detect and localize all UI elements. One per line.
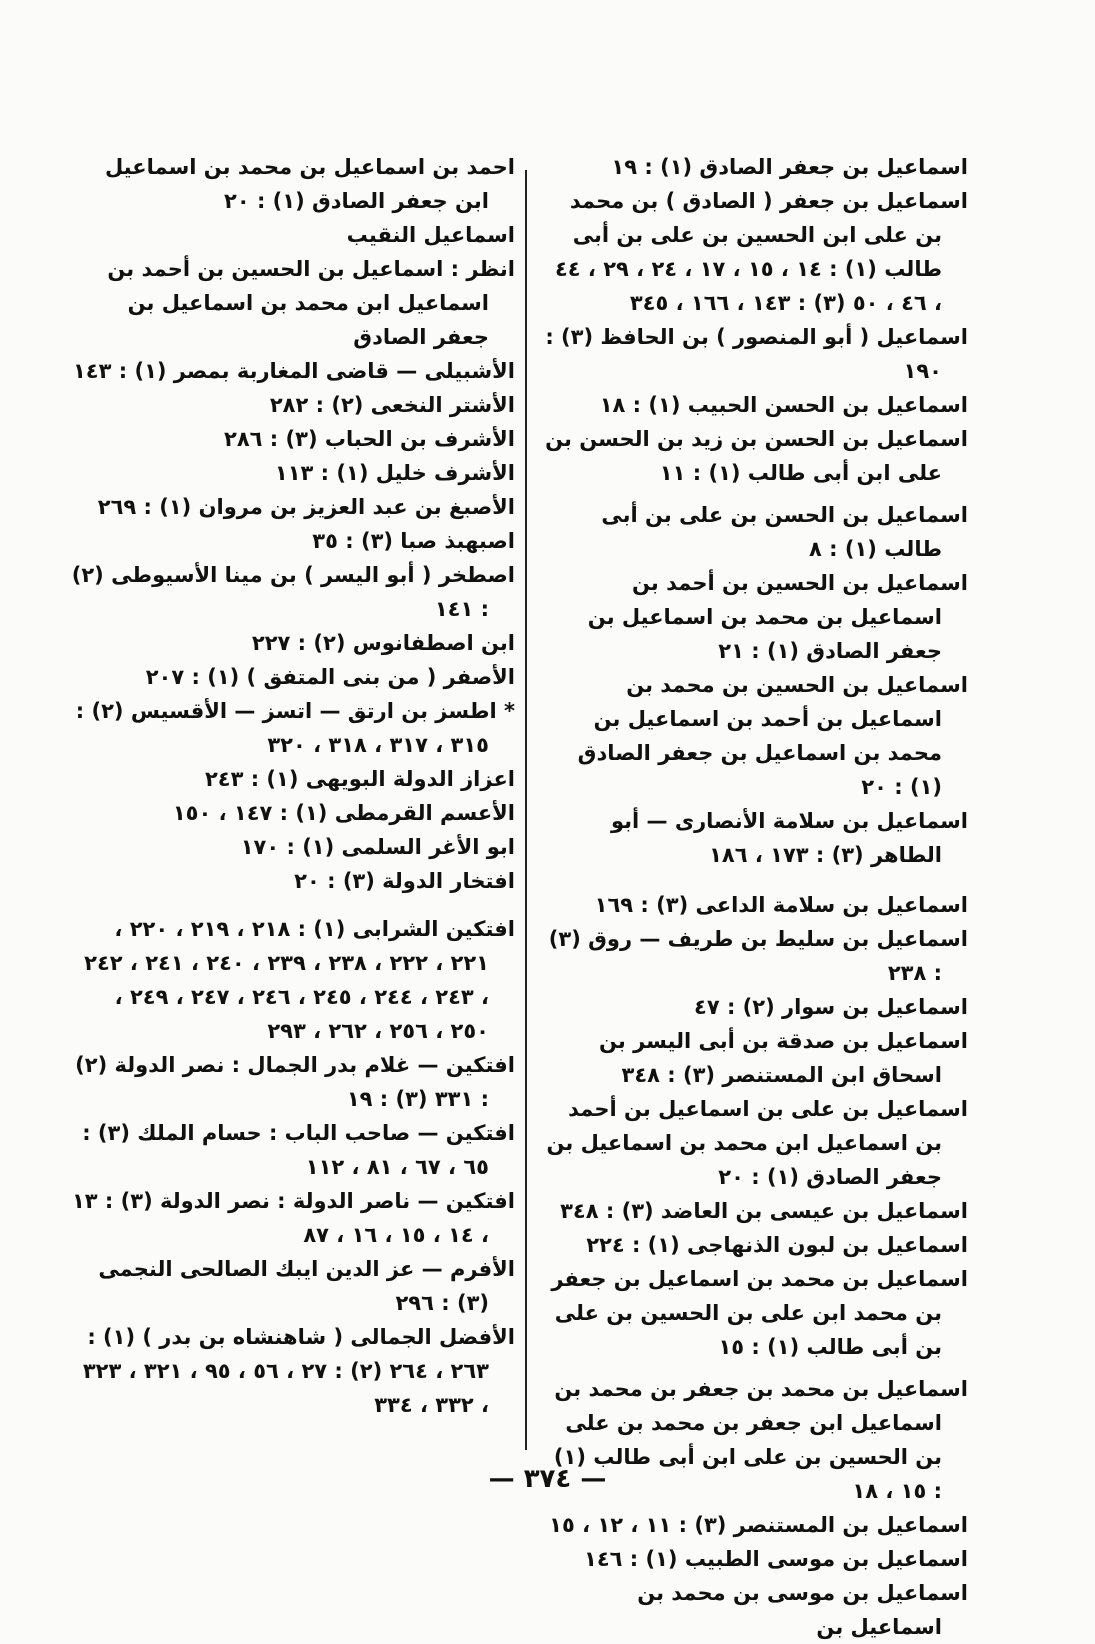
- index-entry: اسماعيل بن محمد بن جعفر بن محمد بن اسماعيل ابن جعفر بن محمد بن على بن الحسين بن على ابن أبى طالب (١) : ١٥ ، ١٨: [553, 1377, 968, 1503]
- index-entry: ابو الأغر السلمى (١) : ١٧٠: [240, 835, 515, 859]
- index-entry: انظر : اسماعيل بن الحسين بن أحمد بن اسماعيل ابن محمد بن اسماعيل بن جعفر الصادق: [107, 257, 515, 349]
- index-entry: اسماعيل بن محمد بن اسماعيل بن جعفر بن محمد ابن على بن الحسين بن على بن أبى طالب (١) : ١٥: [551, 1267, 968, 1359]
- index-entry: اسماعيل بن الحسن بن على بن أبى طالب (١) : ٨: [601, 503, 968, 561]
- index-entry: * اطسز بن ارتق — اتسز — الأقسيس (٢) : ٣١٥ ، ٣١٧ ، ٣١٨ ، ٣٢٠: [75, 699, 515, 757]
- index-entry: اسماعيل بن المستنصر (٣) : ١١ ، ١٢ ، ١٥: [549, 1513, 968, 1537]
- index-entry: اسماعيل ( أبو المنصور ) بن الحافظ (٣) : ١٩٠: [545, 325, 968, 383]
- index-entry: احمد بن اسماعيل بن محمد بن اسماعيل ابن جعفر الصادق (١) : ٢٠: [104, 155, 515, 213]
- index-entry: اسماعيل بن جعفر الصادق (١) : ١٩: [611, 155, 968, 179]
- index-entry: اسماعيل بن الحسين بن أحمد بن اسماعيل بن محمد بن اسماعيل بن جعفر الصادق (١) : ٢١: [587, 571, 968, 663]
- column-divider: [525, 170, 527, 1450]
- index-entry: اسماعيل بن موسى بن محمد بن اسماعيل بن: [637, 1581, 968, 1639]
- index-entry: الأعسم القرمطى (١) : ١٤٧ ، ١٥٠: [172, 801, 515, 825]
- index-entry: الأشتر النخعى (٢) : ٢٨٢: [269, 393, 515, 417]
- index-entry: الأصبغ بن عبد العزيز بن مروان (١) : ٢٦٩: [97, 495, 515, 519]
- index-entry: اسماعيل بن الحسين بن محمد بن اسماعيل بن أحمد بن اسماعيل بن محمد بن اسماعيل بن جعفر الصادق (١) : ٢٠: [577, 673, 968, 799]
- index-entry: افتكين — ناصر الدولة : نصر الدولة (٣) : ١٣ ، ١٤ ، ١٥ ، ١٦ ، ٨٧: [71, 1189, 515, 1247]
- index-column-left: [70, 150, 515, 1422]
- index-entry: الأشرف بن الحباب (٣) : ٢٨٦: [224, 427, 515, 451]
- index-entry: اسماعيل بن لبون الذنهاجى (١) : ٢٢٤: [586, 1233, 968, 1257]
- index-entry: اسماعيل بن صدقة بن أبى اليسر بن اسحاق ابن المستنصر (٣) : ٣٤٨: [598, 1029, 968, 1087]
- index-entry: افتخار الدولة (٣) : ٢٠: [294, 869, 515, 893]
- index-entry: افتكين الشرابى (١) : ٢١٨ ، ٢١٩ ، ٢٢٠ ، ٢٢١ ، ٢٢٢ ، ٢٣٨ ، ٢٣٩ ، ٢٤٠ ، ٢٤١ ، ٢٤٢ ، ٢٤٣ ، ٢٤٤ ، ٢٤٥ ، ٢٤٦ ، ٢٤٧ ، ٢٤٩ ، ٢٥٠ ، ٢٥٦ ، ٢٦٢ ، ٢٩٣: [84, 917, 515, 1043]
- index-entry: اسماعيل النقيب: [346, 223, 515, 247]
- index-entry: ابن اصطفانوس (٢) : ٢٢٧: [251, 631, 515, 655]
- index-entry: اسماعيل بن الحسن الحبيب (١) : ١٨: [599, 393, 968, 417]
- index-entry: اسماعيل بن سلامة الداعى (٣) : ١٦٩: [594, 893, 968, 917]
- index-entry: الأفضل الجمالى ( شاهنشاه بن بدر ) (١) : ٢٦٣ ، ٢٦٤ (٢) : ٢٧ ، ٥٦ ، ٩٥ ، ٣٢١ ، ٣٢٣ ، ٣٣٢ ، ٣٣٤: [82, 1325, 515, 1417]
- index-entry: الأشبيلى — قاضى المغاربة بمصر (١) : ١٤٣: [72, 359, 515, 383]
- index-entry: الأفرم — عز الدين ايبك الصالحى النجمى (٣) : ٢٩٦: [98, 1257, 515, 1315]
- index-entry: اسماعيل بن جعفر ( الصادق ) بن محمد بن على ابن الحسين بن على بن أبى طالب (١) : ١٤ ، ١٥ ، ١٧ ، ٢٤ ، ٢٩ ، ٤٤ ، ٤٦ ، ٥٠ (٣) : ١٤٣ ، ١٦٦ ، ٣٤٥: [554, 189, 968, 315]
- page-number: — ٣٧٤ —: [488, 1464, 607, 1494]
- index-entry: الأشرف خليل (١) : ١١٣: [274, 461, 515, 485]
- index-entry: اسماعيل بن عيسى بن العاضد (٣) : ٣٤٨: [560, 1199, 968, 1223]
- index-entry: افتكين — غلام بدر الجمال : نصر الدولة (٢) : ٣٣١ (٣) : ١٩: [75, 1053, 515, 1111]
- index-entry: اسماعيل بن الحسن بن زيد بن الحسن بن على ابن أبى طالب (١) : ١١: [545, 427, 968, 485]
- index-entry: اعزاز الدولة البويهى (١) : ٢٤٣: [204, 767, 515, 791]
- index-entry: اسماعيل بن على بن اسماعيل بن أحمد بن اسماعيل ابن محمد بن اسماعيل بن جعفر الصادق (١) : ٢٠: [546, 1097, 968, 1189]
- index-entry: اسماعيل بن سلامة الأنصارى — أبو الطاهر (٣) : ١٧٣ ، ١٨٦: [610, 809, 968, 867]
- index-entry: اصبهبذ صبا (٣) : ٣٥: [312, 529, 515, 553]
- index-entry: الأصفر ( من بنى المتفق ) (١) : ٢٠٧: [145, 665, 515, 689]
- index-entry: اسماعيل بن موسى الطبيب (١) : ١٤٦: [584, 1547, 968, 1571]
- index-entry: اسماعيل بن سليط بن طريف — روق (٣) : ٢٣٨: [548, 927, 968, 985]
- index-entry: اصطخر ( أبو اليسر ) بن مينا الأسيوطى (٢) : ١٤١: [71, 563, 515, 621]
- index-column-right: [543, 150, 968, 1644]
- index-entry: اسماعيل بن سوار (٢) : ٤٧: [694, 995, 968, 1019]
- index-entry: افتكين — صاحب الباب : حسام الملك (٣) : ٦٥ ، ٦٧ ، ٨١ ، ١١٢: [82, 1121, 515, 1179]
